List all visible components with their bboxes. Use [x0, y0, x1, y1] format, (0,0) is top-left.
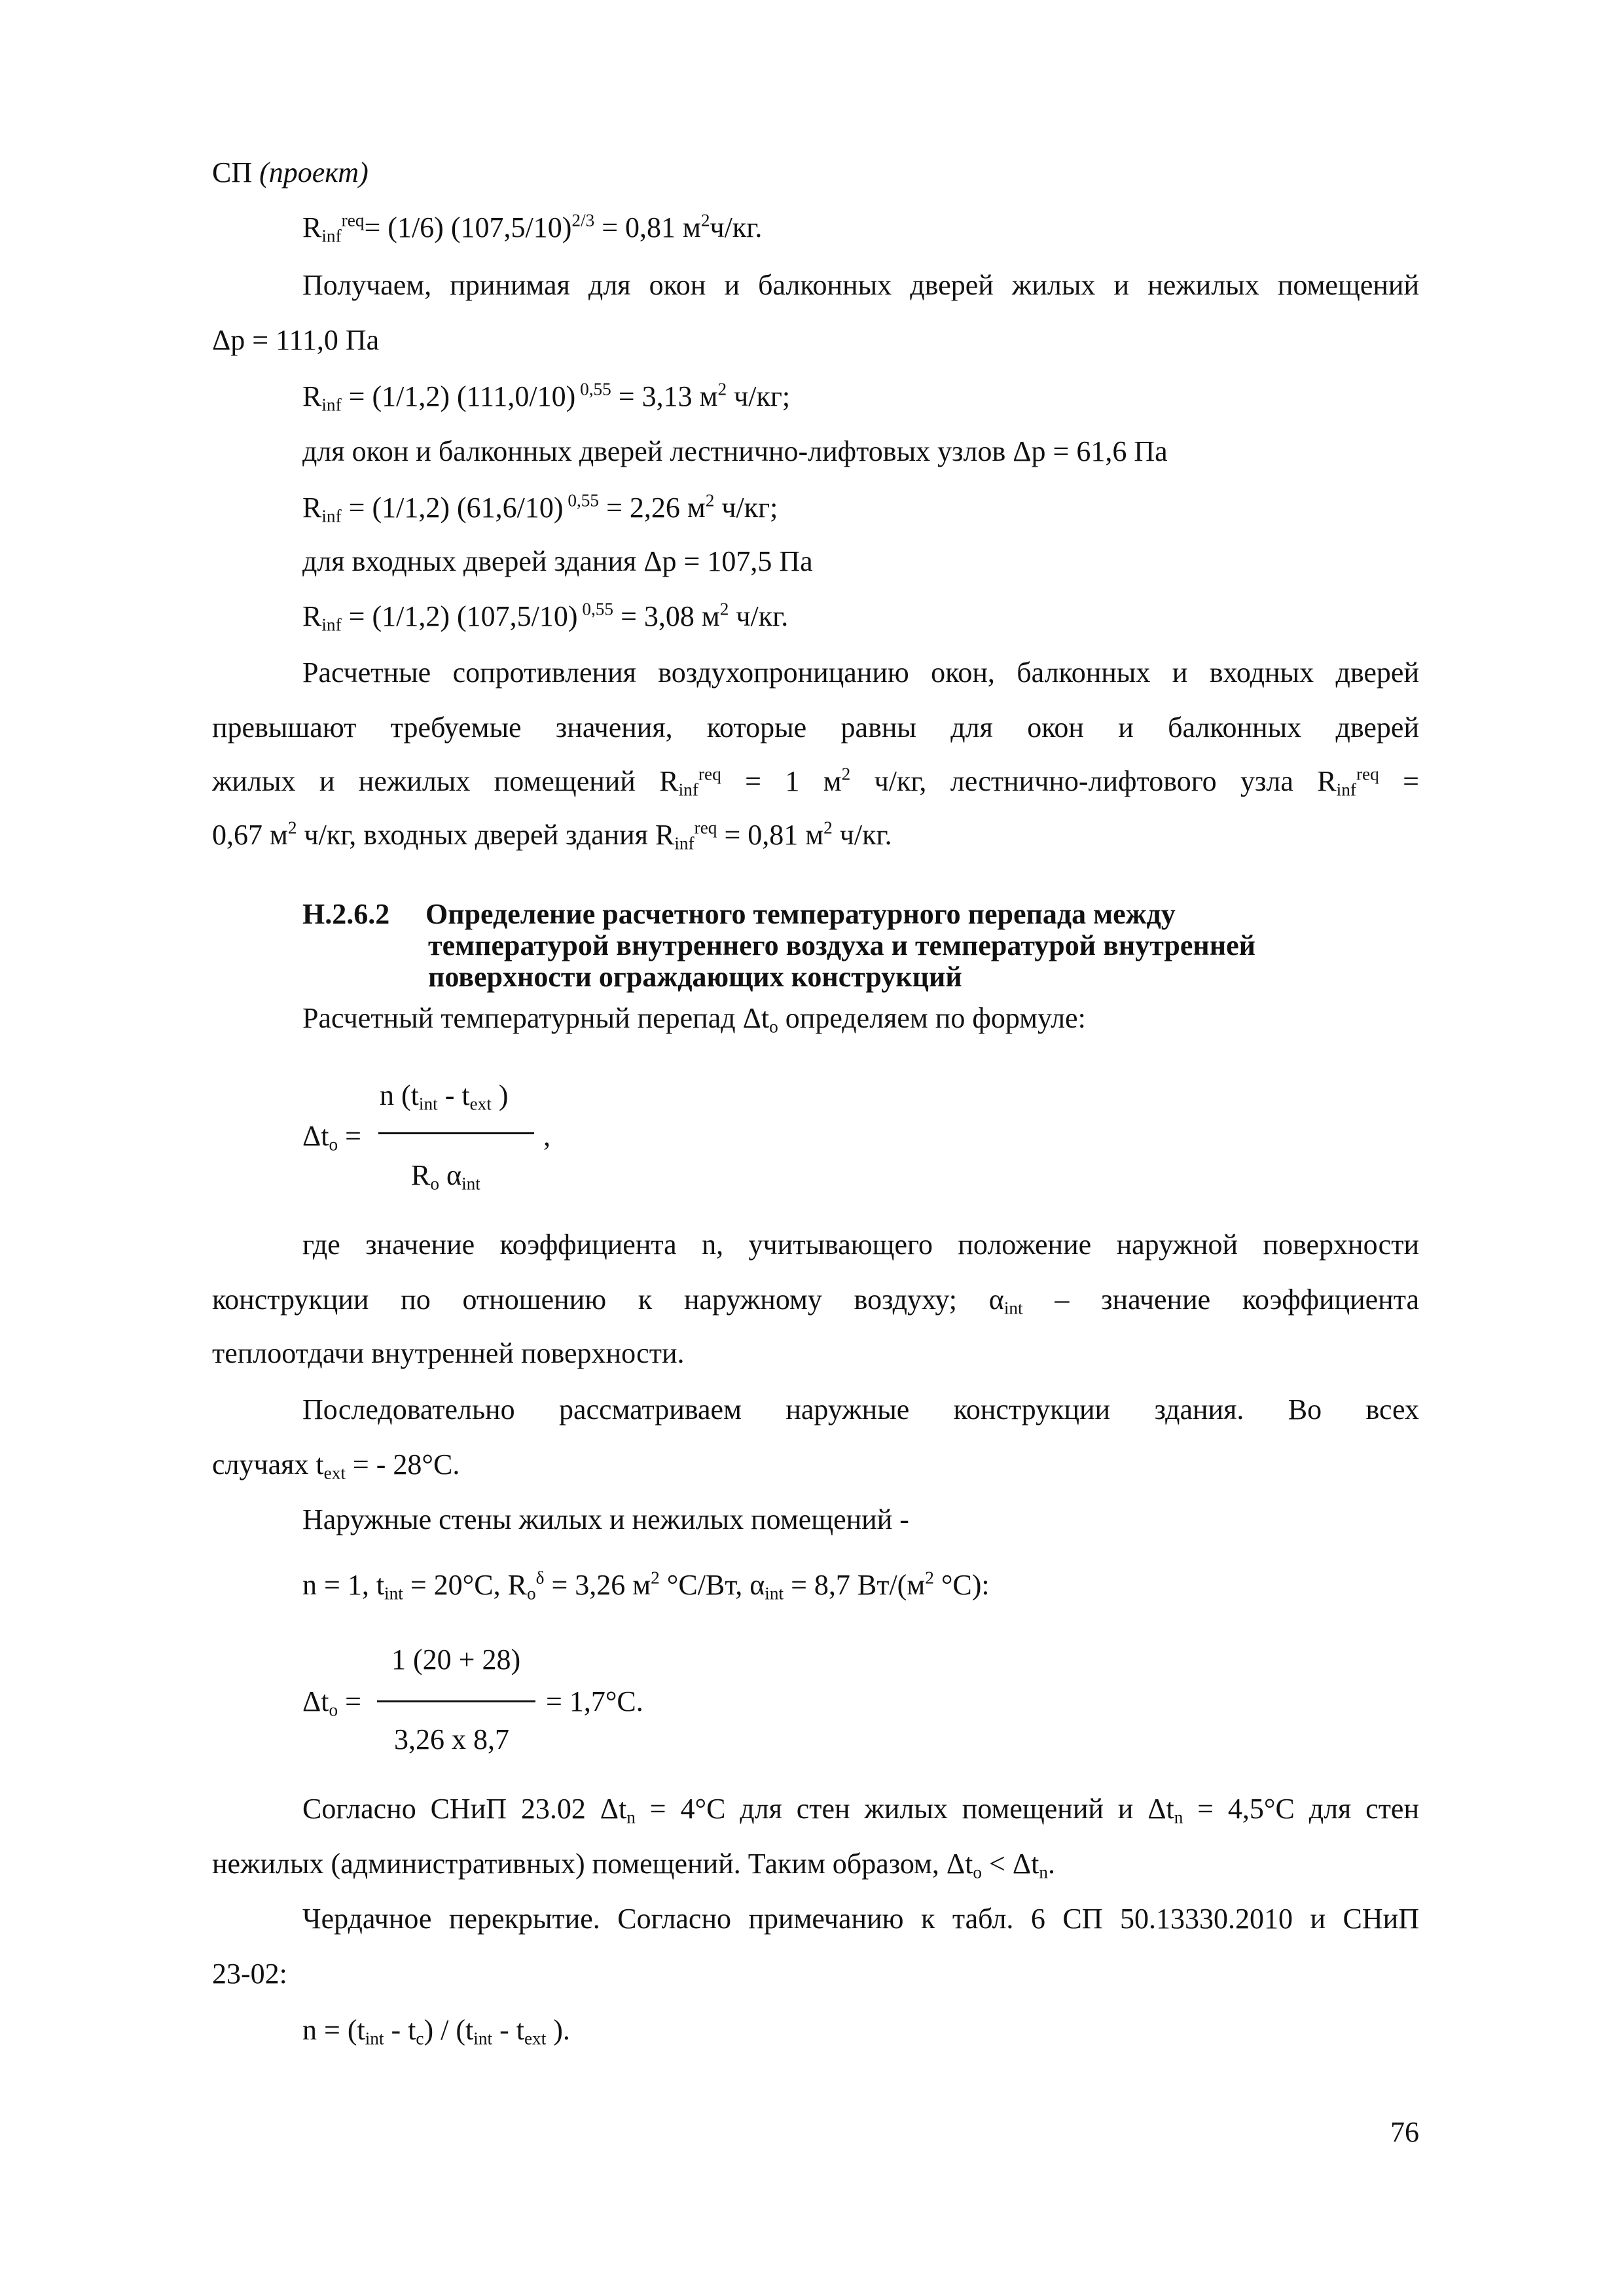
formula-line — [302, 1567, 990, 1604]
text-run: = 2,26 м — [599, 492, 706, 524]
text-run: = — [1379, 765, 1419, 797]
paragraph-line: теплоотдачи внутренней поверхности. — [212, 1337, 685, 1369]
text-run: R — [411, 1159, 431, 1191]
subscript: o — [430, 1174, 439, 1194]
header-text: СП — [212, 156, 253, 188]
fraction-comma: , — [543, 1120, 550, 1152]
superscript: 0,55 — [563, 490, 600, 511]
text-run: – значение коэффициента — [1022, 1283, 1419, 1316]
text-run: Δt — [302, 1120, 329, 1152]
text-run: ) / (t — [424, 2014, 474, 2046]
subscript: o — [329, 1134, 338, 1155]
paragraph-line — [302, 1000, 1086, 1037]
paragraph-line — [212, 817, 892, 853]
paragraph-line — [212, 1846, 1055, 1882]
text-run: ч/кг. — [729, 600, 789, 632]
text-run: n = 1, t — [302, 1569, 385, 1601]
section-heading-line: поверхности ограждающих конструкций — [428, 961, 962, 993]
subscript: c — [416, 2028, 424, 2049]
subscript: o — [973, 1862, 983, 1882]
subscript: int — [765, 1583, 784, 1604]
text-run: = 4,5°С для стен — [1183, 1793, 1419, 1825]
superscript: 2 — [700, 210, 710, 230]
text-run: °С/Вт, α — [659, 1569, 765, 1601]
subscript: int — [384, 1583, 403, 1604]
superscript: 2 — [651, 1568, 660, 1588]
subscript: o — [526, 1583, 536, 1604]
superscript: 2 — [717, 379, 727, 399]
subscript: inf — [678, 780, 698, 800]
text-run: ч/кг, входных дверей здания R — [297, 819, 675, 851]
paragraph-line: Получаем, принимая для окон и балконных дверей жилых и нежилых помещений — [302, 269, 1419, 301]
header-italic: (проект) — [259, 156, 369, 188]
paragraph-line — [212, 1282, 1419, 1318]
subscript: ext — [469, 1094, 492, 1114]
text-run: n (t — [380, 1079, 419, 1111]
text-run: ч/кг, лестнично-лифтового узла R — [850, 765, 1337, 797]
superscript: 2 — [925, 1568, 934, 1588]
paragraph-line: для входных дверей здания Δp = 107,5 Па — [302, 545, 813, 577]
subscript: inf — [321, 395, 342, 415]
text-run: жилых и нежилых помещений R — [212, 765, 679, 797]
paragraph-line: для окон и балконных дверей лестнично-лифтовых узлов Δp = 61,6 Па — [302, 435, 1168, 467]
subscript: n — [1174, 1807, 1183, 1827]
subscript: int — [418, 1094, 438, 1114]
text-run: = — [338, 1120, 361, 1152]
paragraph-line — [212, 1446, 460, 1483]
superscript: 2/3 — [571, 210, 595, 230]
superscript: 2 — [841, 764, 851, 784]
text-run: = 8,7 Вт/(м — [784, 1569, 926, 1601]
superscript: req — [694, 817, 717, 838]
section-heading-line: температурой внутреннего воздуха и температурой внутренней — [428, 929, 1255, 961]
text-run: = 1 м — [721, 765, 842, 797]
text-run: = 3,13 м — [611, 380, 718, 412]
text-run: = 0,81 м — [594, 211, 701, 243]
section-number: Н.2.6.2 — [302, 898, 390, 930]
subscript: o — [329, 1700, 338, 1720]
superscript: δ — [535, 1568, 545, 1588]
text-run: . — [1048, 1848, 1055, 1880]
section-heading-line: Определение расчетного температурного перепада между — [425, 898, 1176, 930]
text-run: определяем по формуле: — [778, 1002, 1086, 1034]
subscript: n — [1039, 1862, 1048, 1882]
text-run: = 0,81 м — [717, 819, 824, 851]
text-run: - t — [384, 2014, 416, 2046]
text-run: = — [338, 1685, 361, 1717]
superscript: 2 — [287, 817, 297, 838]
subscript: n — [626, 1807, 636, 1827]
formula-line — [302, 378, 790, 415]
fraction-bar — [377, 1700, 535, 1702]
text-run: R — [302, 380, 322, 412]
text-run: = (1/6) (107,5/10) — [364, 211, 572, 243]
subscript: o — [769, 1016, 778, 1037]
formula-rinf-req — [302, 209, 762, 246]
fraction-lhs — [302, 1118, 361, 1155]
superscript: req — [698, 764, 721, 784]
superscript: 2 — [823, 817, 833, 838]
text-run: ч/кг; — [714, 492, 778, 524]
text-run: = (1/1,2) (111,0/10) — [341, 380, 576, 412]
fraction-denominator — [411, 1157, 480, 1194]
paragraph-line: Расчетные сопротивления воздухопроницанию окон, балконных и входных дверей — [302, 656, 1419, 689]
text-run: R — [302, 492, 322, 524]
subscript: ext — [323, 1463, 346, 1483]
superscript: 0,55 — [577, 599, 614, 619]
paragraph-line: 23-02: — [212, 1958, 287, 1990]
text-run: Расчетный температурный перепад Δt — [302, 1002, 770, 1034]
fraction-result: = 1,7°С. — [546, 1685, 643, 1717]
text-run: Δt — [302, 1685, 329, 1717]
text-run: = (1/1,2) (61,6/10) — [341, 492, 564, 524]
text-run: случаях t — [212, 1448, 324, 1480]
header-line — [212, 154, 369, 191]
subscript: int — [365, 2028, 384, 2049]
subscript: inf — [321, 226, 342, 246]
text-run: 0,67 м — [212, 819, 288, 851]
subscript: int — [473, 2028, 493, 2049]
paragraph-line — [212, 763, 1419, 800]
text-run: < Δt — [982, 1848, 1039, 1880]
paragraph-line: превышают требуемые значения, которые равны для окон и балконных дверей — [212, 711, 1419, 744]
text-run: - t — [437, 1079, 470, 1111]
page-number: 76 — [1390, 2116, 1419, 2148]
subscript: inf — [321, 615, 342, 635]
text-run: ч/кг. — [710, 211, 763, 243]
text-run: R — [302, 600, 322, 632]
paragraph-line: Последовательно рассматриваем наружные конструкции здания. Во всех — [302, 1393, 1419, 1426]
text-run: = 20°С, R — [403, 1569, 527, 1601]
text-run: нежилых (административных) помещений. Таким образом, Δt — [212, 1848, 973, 1880]
superscript: req — [1356, 764, 1379, 784]
subscript: int — [1003, 1298, 1023, 1318]
paragraph-line: Δp = 111,0 Па — [212, 324, 380, 356]
superscript: req — [341, 210, 365, 230]
subscript: ext — [524, 2028, 547, 2049]
text-run: = 3,08 м — [613, 600, 720, 632]
text-run: = - 28°С. — [345, 1448, 460, 1480]
text-run: = 3,26 м — [544, 1569, 651, 1601]
text-run: Согласно СНиП 23.02 Δt — [302, 1793, 627, 1825]
text-run: ч/кг. — [832, 819, 892, 851]
paragraph-line: Чердачное перекрытие. Согласно примечанию к табл. 6 СП 50.13330.2010 и СНиП — [302, 1903, 1419, 1935]
text-run: ). — [546, 2014, 570, 2046]
text-run: °С): — [933, 1569, 990, 1601]
fraction-numerator — [380, 1077, 509, 1114]
superscript: 0,55 — [575, 379, 611, 399]
text-run: - t — [492, 2014, 524, 2046]
fraction-bar — [378, 1132, 534, 1134]
formula-line — [302, 598, 788, 635]
text-run: конструкции по отношению к наружному воздуху; α — [212, 1283, 1004, 1316]
text-run: = (1/1,2) (107,5/10) — [341, 600, 578, 632]
text-run: ч/кг; — [727, 380, 791, 412]
paragraph-line: где значение коэффициента n, учитывающего положение наружной поверхности — [302, 1229, 1419, 1261]
fraction-numerator: 1 (20 + 28) — [391, 1643, 521, 1676]
paragraph-line: Наружные стены жилых и нежилых помещений - — [302, 1503, 909, 1535]
subscript: inf — [321, 506, 342, 526]
subscript: int — [461, 1174, 480, 1194]
fraction-denominator: 3,26 x 8,7 — [394, 1723, 509, 1755]
superscript: 2 — [705, 490, 715, 511]
text-run: ) — [491, 1079, 509, 1111]
text-run: = 4°С для стен жилых помещений и Δt — [635, 1793, 1174, 1825]
formula-line — [302, 490, 778, 526]
formula-line — [302, 2012, 570, 2049]
subscript: inf — [1336, 780, 1356, 800]
text-run: R — [302, 211, 322, 243]
text-run: n = (t — [302, 2014, 365, 2046]
paragraph-line — [302, 1791, 1419, 1827]
superscript: 2 — [719, 599, 729, 619]
fraction-lhs — [302, 1683, 361, 1720]
text-run: α — [439, 1159, 462, 1191]
subscript: inf — [674, 833, 695, 853]
